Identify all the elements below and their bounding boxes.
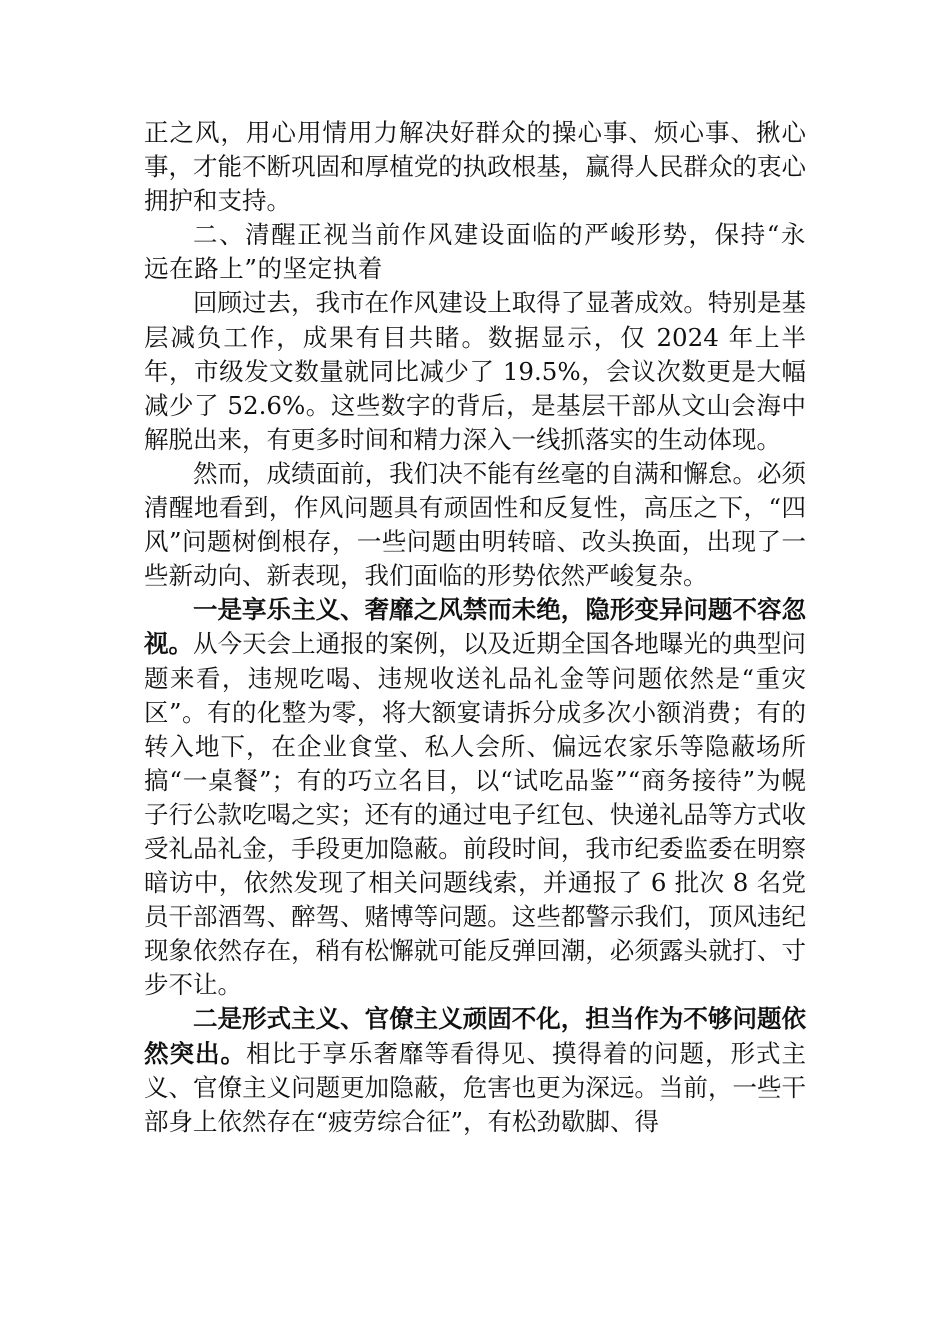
paragraph-point-one bbox=[144, 593, 806, 1002]
paragraph-continuation: 正之风，用心用情用力解决好群众的操心事、烦心事、揪心事，才能不断巩固和厚植党的执政根基，赢得人民群众的衷心拥护和支持。 bbox=[144, 118, 806, 216]
section-heading: 二、清醒正视当前作风建设面临的严峻形势，保持“永远在路上”的坚定执着 bbox=[144, 220, 806, 284]
point-two-lead: 二是形式主义、官僚主义顽固不化，担当作为不够问题依然突出。 bbox=[144, 1004, 806, 1068]
point-one-text: 从今天会上通报的案例，以及近期全国各地曝光的典型问题来看，违规吃喝、违规收送礼品礼金等问题依然是“重灾区”。有的化整为零，将大额宴请拆分成多次小额消费；有的转入地下，在企业食堂、私人会所、偏远农家乐等隐蔽场所搞“一桌餐”；有的巧立名目，以“试吃品鉴”“商务接待”为幌子行公款吃喝之实；还有的通过电子红包、快递礼品等方式收受礼品礼金，手段更加隐蔽。前段时间，我市纪委监委在明察暗访中，依然发现了相关问题线索，并通报了 6 批次 8 名党员干部酒驾、醉驾、赌博等问题。这些都警示我们，顶风违纪现象依然存在，稍有松懈就可能反弹回潮，必须露头就打、寸步不让。 bbox=[144, 629, 807, 1000]
point-one-lead: 一是享乐主义、奢靡之风禁而未绝，隐形变异问题不容忽视。 bbox=[144, 595, 806, 659]
paragraph-point-two bbox=[144, 1002, 806, 1138]
document-body bbox=[144, 116, 806, 1139]
paragraph-situation: 然而，成绩面前，我们决不能有丝毫的自满和懈怠。必须清醒地看到，作风问题具有顽固性和反复性，高压之下，“四风”问题树倒根存，一些问题由明转暗、改头换面，出现了一些新动向、新表现，我们面临的形势依然严峻复杂。 bbox=[144, 458, 806, 591]
point-two-text: 相比于享乐奢靡等看得见、摸得着的问题，形式主义、官僚主义问题更加隐蔽，危害也更为深远。当前，一些干部身上依然存在“疲劳综合征”，有松劲歇脚、得 bbox=[144, 1038, 806, 1136]
paragraph-achievements: 回顾过去，我市在作风建设上取得了显著成效。特别是基层减负工作，成果有目共睹。数据显示，仅 2024 年上半年，市级发文数量就同比减少了 19.5%，会议次数更是大幅减少了 52.6%。这些数字的背后，是基层干部从文山会海中解脱出来，有更多时间和精力深入一线抓落实的生动体现。 bbox=[144, 288, 806, 454]
